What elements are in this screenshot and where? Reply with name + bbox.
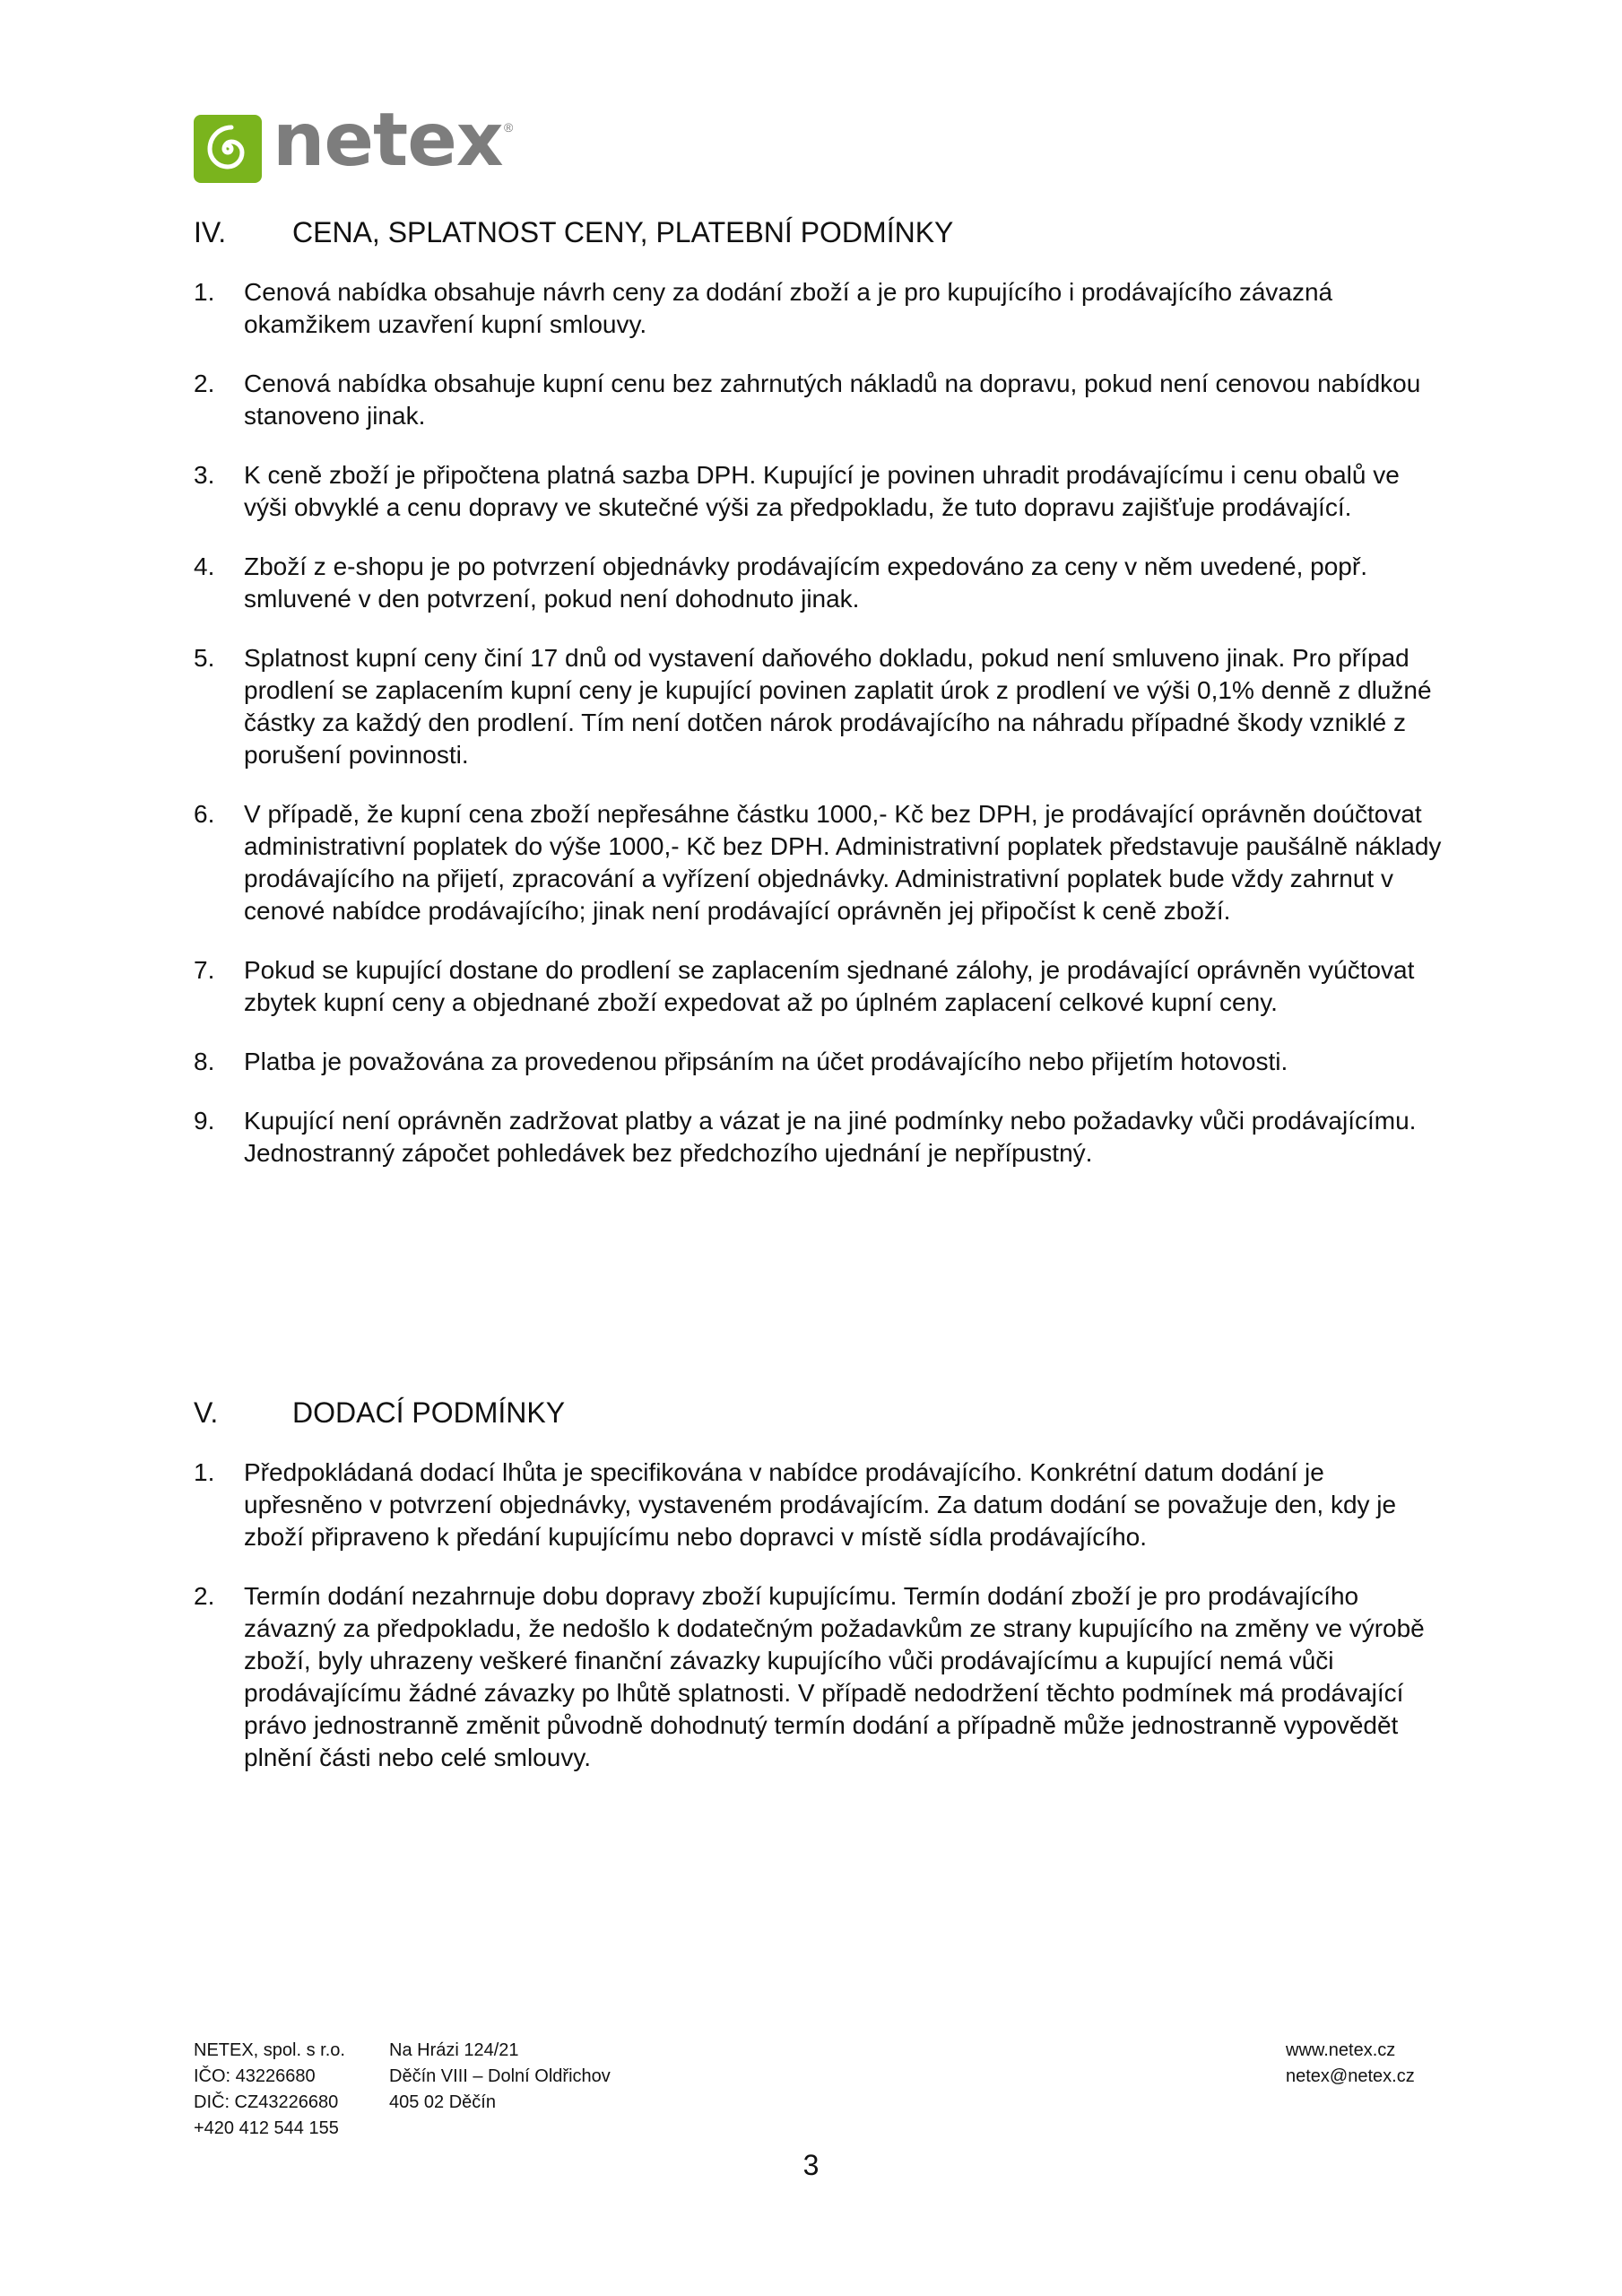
clause-item bbox=[194, 1105, 1449, 1170]
clause-item bbox=[194, 1580, 1449, 1774]
clause-text: Předpokládaná dodací lhůta je specifikována v nabídce prodávajícího. Konkrétní datum dodání je upřesněno v potvrzení objednávky, vystaveném prodávajícím. Za datum dodání se považuje den, kdy je zboží připraveno k předání kupujícímu nebo dopravci v místě sídla prodávajícího. bbox=[244, 1458, 1397, 1551]
clause-number: 2. bbox=[194, 370, 215, 397]
section-title: CENA, SPLATNOST CENY, PLATEBNÍ PODMÍNKY bbox=[292, 216, 954, 248]
clause-item bbox=[194, 642, 1449, 771]
clause-item bbox=[194, 459, 1449, 524]
company-phone: +420 412 544 155 bbox=[194, 2118, 339, 2138]
clause-list bbox=[194, 276, 1449, 1170]
page-number: 3 bbox=[802, 2149, 820, 2181]
clause-number: 7. bbox=[194, 956, 215, 984]
address-city: 405 02 Děčín bbox=[389, 2092, 496, 2112]
logo-wordmark: netex bbox=[273, 98, 503, 183]
clause-text: Pokud se kupující dostane do prodlení se zaplacením sjednané zálohy, je prodávající oprávněn vyúčtovat zbytek kupní ceny a objednané zboží expedovat až po úplném zaplacení celkové kupní ceny. bbox=[244, 956, 1415, 1016]
company-name: NETEX, spol. s r.o. bbox=[194, 2040, 345, 2060]
clause-text: K ceně zboží je připočtena platná sazba DPH. Kupující je povinen uhradit prodávajícímu i cenu obalů ve výši obvyklé a cenu dopravy ve skutečné výši za předpokladu, že tuto dopravu zajišťuje prodávající. bbox=[244, 461, 1400, 521]
section-heading bbox=[194, 1396, 1449, 1430]
footer-address bbox=[389, 2038, 611, 2116]
clause-number: 2. bbox=[194, 1582, 215, 1610]
clause-text: Cenová nabídka obsahuje návrh ceny za dodání zboží a je pro kupujícího i prodávajícího závazná okamžikem uzavření kupní smlouvy. bbox=[244, 278, 1333, 338]
clause-item bbox=[194, 551, 1449, 615]
section-title: DODACÍ PODMÍNKY bbox=[292, 1396, 566, 1429]
clause-number: 4. bbox=[194, 552, 215, 580]
clause-number: 5. bbox=[194, 644, 215, 672]
clause-text: Platba je považována za provedenou připsáním na účet prodávajícího nebo přijetím hotovosti. bbox=[244, 1048, 1288, 1075]
website-link[interactable]: www.netex.cz bbox=[1286, 2040, 1396, 2060]
company-dic: DIČ: CZ43226680 bbox=[194, 2092, 339, 2112]
section-number: IV. bbox=[194, 216, 227, 248]
clause-text: V případě, že kupní cena zboží nepřesáhne částku 1000,- Kč bez DPH, je prodávající oprávněn doúčtovat administrativní poplatek do výše 1000,- Kč bez DPH. Administrativní poplatek představuje paušálně náklady prodávajícího na přijetí, zpracování a vyřízení objednávky. Administrativní poplatek bude vždy zahrnut v cenové nabídce prodávajícího; jinak není prodávající oprávněn jej připočíst k ceně zboží. bbox=[244, 800, 1442, 925]
section-number: V. bbox=[194, 1396, 219, 1429]
clause-list bbox=[194, 1457, 1449, 1774]
clause-number: 3. bbox=[194, 461, 215, 489]
footer-web bbox=[1286, 2038, 1415, 2090]
clause-number: 6. bbox=[194, 800, 215, 828]
clause-text: Termín dodání nezahrnuje dobu dopravy zboží kupujícímu. Termín dodání zboží je pro prodávajícího závazný za předpokladu, že nedošlo k dodatečným požadavkům ze strany kupujícího na změny ve výrobě zboží, byly uhrazeny veškeré finanční závazky kupujícího vůči prodávajícímu a kupující nemá vůči prodávajícímu žádné závazky po lhůtě splatnosti. V případě nedodržení těchto podmínek má prodávající právo jednostranně změnit původně dohodnutý termín dodání a případně může jednostranně vypovědět plnění části nebo celé smlouvy. bbox=[244, 1582, 1425, 1771]
clause-item bbox=[194, 1046, 1449, 1078]
address-district: Děčín VIII – Dolní Oldřichov bbox=[389, 2066, 611, 2086]
clause-item bbox=[194, 368, 1449, 432]
spiral-icon bbox=[194, 115, 262, 183]
footer-company bbox=[194, 2038, 345, 2142]
clause-text: Kupující není oprávněn zadržovat platby a vázat je na jiné podmínky nebo požadavky vůči prodávajícímu. Jednostranný zápočet pohledávek bez předchozího ujednání je nepřípustný. bbox=[244, 1107, 1417, 1167]
netex-logo bbox=[194, 98, 516, 183]
clause-number: 1. bbox=[194, 278, 215, 306]
registered-mark: ® bbox=[504, 120, 514, 135]
address-street: Na Hrázi 124/21 bbox=[389, 2040, 519, 2060]
clause-item bbox=[194, 954, 1449, 1019]
company-ico: IČO: 43226680 bbox=[194, 2066, 316, 2086]
clause-item bbox=[194, 798, 1449, 927]
clause-text: Cenová nabídka obsahuje kupní cenu bez zahrnutých nákladů na dopravu, pokud není cenovou nabídkou stanoveno jinak. bbox=[244, 370, 1421, 430]
clause-number: 9. bbox=[194, 1107, 215, 1135]
clause-text: Splatnost kupní ceny činí 17 dnů od vystavení daňového dokladu, pokud není smluveno jinak. Pro případ prodlení se zaplacením kupní ceny je kupující povinen zaplatit úrok z prodlení ve výši 0,1% denně z dlužné částky za každý den prodlení. Tím není dotčen nárok prodávajícího na náhradu případné škody vzniklé z porušení povinnosti. bbox=[244, 644, 1432, 769]
section-heading bbox=[194, 215, 1449, 249]
section-price-payment bbox=[194, 215, 1449, 1170]
section-delivery-terms bbox=[194, 1396, 1449, 1774]
clause-text: Zboží z e-shopu je po potvrzení objednávky prodávajícím expedováno za ceny v něm uvedené, popř. smluvené v den potvrzení, pokud není dohodnuto jinak. bbox=[244, 552, 1367, 613]
clause-item bbox=[194, 1457, 1449, 1553]
email-link[interactable]: netex@netex.cz bbox=[1286, 2066, 1415, 2086]
clause-number: 1. bbox=[194, 1458, 215, 1486]
clause-number: 8. bbox=[194, 1048, 215, 1075]
clause-item bbox=[194, 276, 1449, 341]
